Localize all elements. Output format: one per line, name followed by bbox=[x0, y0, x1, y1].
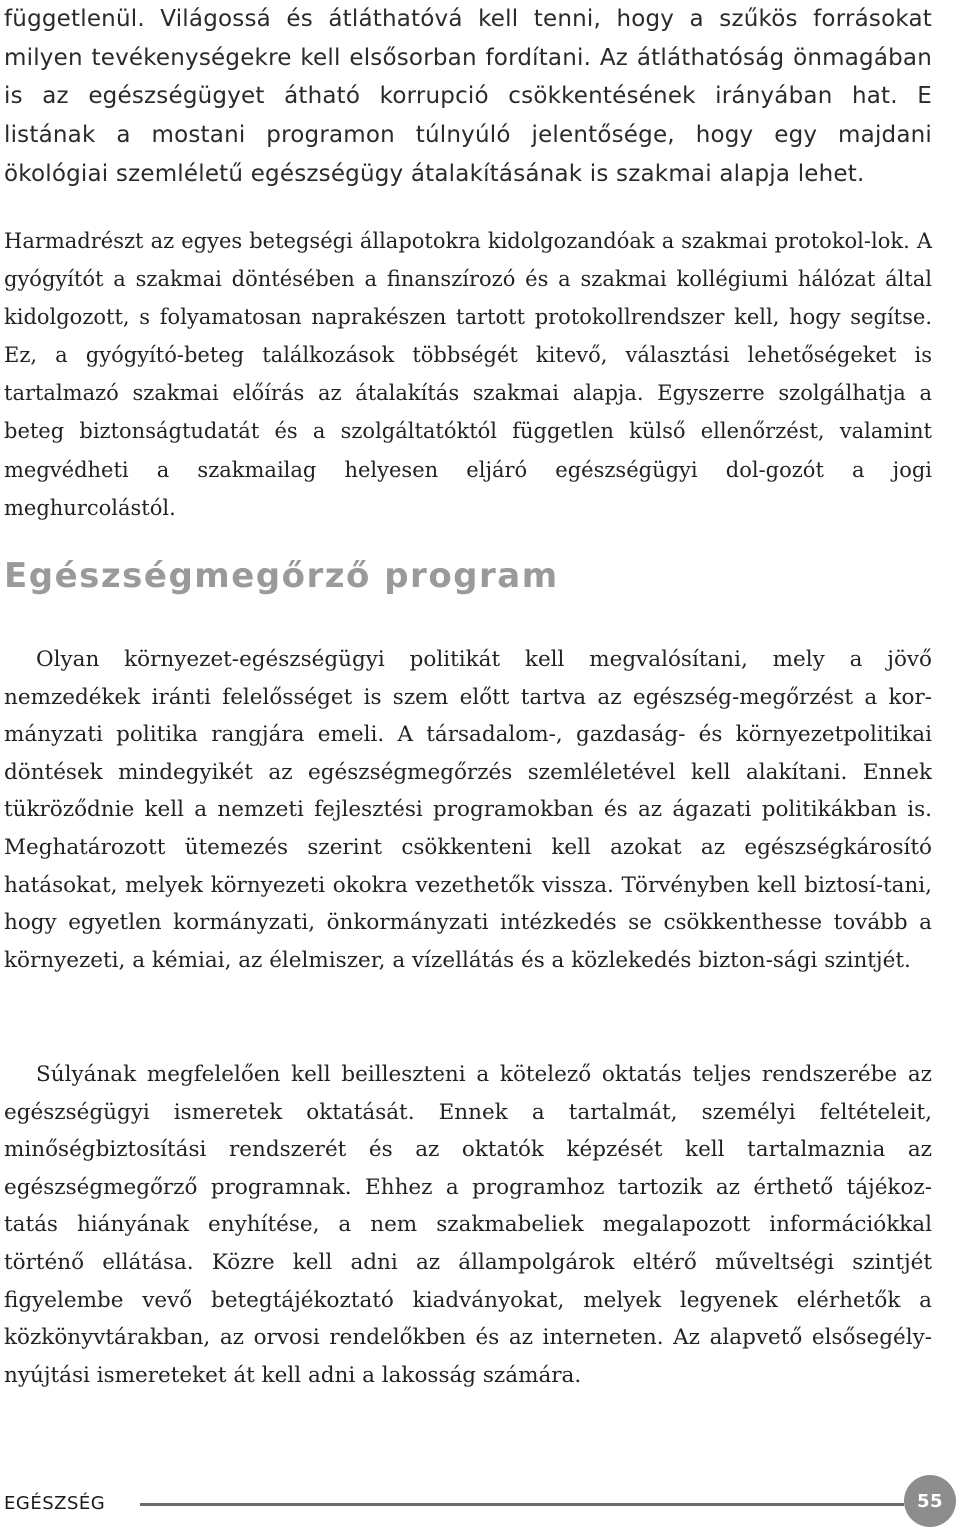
footer-rule bbox=[140, 1503, 904, 1506]
paragraph-health-education: Súlyának megfelelően kell beilleszteni a kötelező oktatás teljes rendszerébe az egészségügyi ismeretek oktatását. Ennek a tartalmát, személyi feltételeit, minőségbiztosítási rendszerét és az oktatók képzését kell tartalmaznia az egészségmegőrző programnak. Ehhez a programhoz tartozik az érthető tájékoz-tatás hiányának enyhítése, a nem szakmabeliek megalapozott információkkal történő ellátása. Közre kell adni az állampolgárok eltérő műveltségi szintjét figyelembe vevő betegtájékoztató kiadványokat, melyek legyenek elérhetők a közkönyvtárakban, az orvosi rendelőkben és az interneten. Az alapvető elsősegély-nyújtási ismereteket át kell adni a lakosság számára. bbox=[4, 1062, 932, 1388]
section-heading: Egészségmegőrző program bbox=[4, 556, 559, 596]
paragraph-intro-continuation: függetlenül. Világossá és átláthatóvá kell tenni, hogy a szűkös forrásokat milyen tevékenységekre kell elsősorban fordítani. Az átláthatóság önmagában is az egészségügyet átható korrupció csökkentésének irányában hat. E listának a mostani programon túlnyúló jelentősége, hogy egy majdani ökológiai szemléletű egészségügy átalakításának is szakmai alapja lehet. bbox=[4, 6, 932, 187]
paragraph-environmental-policy: Olyan környezet-egészségügyi politikát kell megvalósítani, mely a jövő nemzedékek iránti felelősséget is szem előtt tartva az egészség-megőrzést a kor-mányzati politika rangjára emeli. A társadalom-, gazdaság- és környezetpolitikai döntések mindegyikét az egészségmegőrzés szemléletével kell alakítani. Ennek tükröződnie kell a nemzeti fejlesztési programokban és az ágazati politikákban is. Meghatározott ütemezés szerint csökkenteni kell azokat az egészségkárosító hatásokat, melyek környezeti okokra vezethetők vissza. Törvényben kell biztosí-tani, hogy egyetlen kormányzati, önkormányzati intézkedés se csökkenthesse tovább a környezeti, a kémiai, az élelmiszer, a vízellátás és a közlekedés bizton-sági szintjét. bbox=[4, 647, 932, 973]
page-number-badge bbox=[904, 1475, 956, 1527]
page-number: 55 bbox=[916, 1490, 944, 1512]
paragraph-protocols: Harmadrészt az egyes betegségi állapotokra kidolgozandóak a szakmai protokol-lok. A gyógyítót a szakmai döntésében a finanszírozó és a szakmai kollégiumi hálózat által kidolgozott, s folyamatosan naprakészen tartott protokollrendszer kell, hogy segítse. Ez, a gyógyító-beteg találkozások többségét kitevő, választási lehetőségeket is tartalmazó szakmai előírás az átalakítás szakmai alapja. Egyszerre szolgálhatja a beteg biztonságtudatát és a szolgáltatóktól független külső ellenőrzést, valamint megvédheti a szakmailag helyesen eljáró egészségügyi dol-gozót a jogi meghurcolástól. bbox=[4, 229, 932, 520]
footer-section-label: EGÉSZSÉG bbox=[4, 1493, 106, 1514]
